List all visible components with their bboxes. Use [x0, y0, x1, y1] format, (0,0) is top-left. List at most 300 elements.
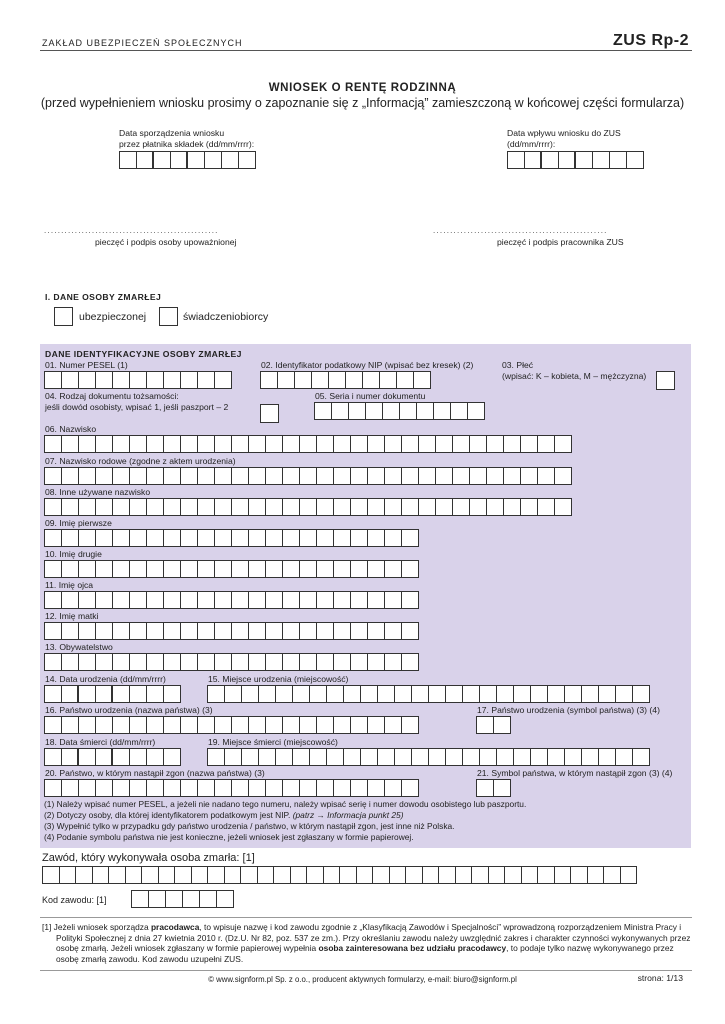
char-cell[interactable]: [95, 779, 113, 797]
char-cell[interactable]: [44, 748, 62, 766]
char-cell[interactable]: [333, 435, 351, 453]
char-cell[interactable]: [554, 498, 572, 516]
char-cell[interactable]: [197, 467, 215, 485]
char-cell[interactable]: [367, 779, 385, 797]
char-cell[interactable]: [350, 716, 368, 734]
birth-surname-field[interactable]: [44, 467, 571, 485]
char-cell[interactable]: [214, 716, 232, 734]
char-cell[interactable]: [306, 866, 324, 884]
char-cell[interactable]: [180, 529, 198, 547]
char-cell[interactable]: [367, 622, 385, 640]
char-cell[interactable]: [530, 748, 548, 766]
char-cell[interactable]: [224, 748, 242, 766]
char-cell[interactable]: [163, 748, 181, 766]
char-cell[interactable]: [479, 748, 497, 766]
first-name-field[interactable]: [44, 529, 418, 547]
char-cell[interactable]: [221, 151, 239, 169]
char-cell[interactable]: [129, 748, 147, 766]
char-cell[interactable]: [520, 435, 538, 453]
char-cell[interactable]: [207, 866, 225, 884]
birth-country-symbol-field[interactable]: [476, 716, 510, 734]
char-cell[interactable]: [129, 498, 147, 516]
char-cell[interactable]: [445, 748, 463, 766]
char-cell[interactable]: [384, 529, 402, 547]
char-cell[interactable]: [401, 498, 419, 516]
char-cell[interactable]: [343, 685, 361, 703]
char-cell[interactable]: [61, 435, 79, 453]
char-cell[interactable]: [265, 560, 283, 578]
char-cell[interactable]: [231, 467, 249, 485]
death-place-field[interactable]: [207, 748, 649, 766]
char-cell[interactable]: [129, 685, 147, 703]
char-cell[interactable]: [609, 151, 627, 169]
char-cell[interactable]: [141, 866, 159, 884]
char-cell[interactable]: [207, 748, 225, 766]
char-cell[interactable]: [299, 529, 317, 547]
char-cell[interactable]: [282, 435, 300, 453]
char-cell[interactable]: [248, 529, 266, 547]
char-cell[interactable]: [231, 779, 249, 797]
char-cell[interactable]: [265, 653, 283, 671]
char-cell[interactable]: [379, 371, 397, 389]
char-cell[interactable]: [146, 591, 164, 609]
char-cell[interactable]: [333, 498, 351, 516]
char-cell[interactable]: [158, 866, 176, 884]
char-cell[interactable]: [153, 151, 171, 169]
char-cell[interactable]: [216, 890, 234, 908]
char-cell[interactable]: [146, 622, 164, 640]
char-cell[interactable]: [248, 591, 266, 609]
char-cell[interactable]: [95, 371, 113, 389]
char-cell[interactable]: [384, 435, 402, 453]
char-cell[interactable]: [182, 890, 200, 908]
char-cell[interactable]: [452, 435, 470, 453]
char-cell[interactable]: [163, 685, 181, 703]
char-cell[interactable]: [129, 591, 147, 609]
char-cell[interactable]: [399, 402, 417, 420]
char-cell[interactable]: [360, 748, 378, 766]
char-cell[interactable]: [163, 498, 181, 516]
char-cell[interactable]: [314, 402, 332, 420]
char-cell[interactable]: [248, 467, 266, 485]
char-cell[interactable]: [530, 685, 548, 703]
char-cell[interactable]: [282, 467, 300, 485]
char-cell[interactable]: [163, 716, 181, 734]
char-cell[interactable]: [333, 622, 351, 640]
char-cell[interactable]: [170, 151, 188, 169]
char-cell[interactable]: [112, 498, 130, 516]
char-cell[interactable]: [61, 716, 79, 734]
char-cell[interactable]: [367, 716, 385, 734]
char-cell[interactable]: [581, 748, 599, 766]
father-name-field[interactable]: [44, 591, 418, 609]
char-cell[interactable]: [61, 653, 79, 671]
char-cell[interactable]: [311, 371, 329, 389]
char-cell[interactable]: [231, 716, 249, 734]
char-cell[interactable]: [44, 685, 62, 703]
occupation-field[interactable]: [42, 866, 636, 884]
char-cell[interactable]: [365, 402, 383, 420]
char-cell[interactable]: [513, 748, 531, 766]
char-cell[interactable]: [486, 435, 504, 453]
char-cell[interactable]: [129, 435, 147, 453]
char-cell[interactable]: [197, 591, 215, 609]
char-cell[interactable]: [163, 529, 181, 547]
char-cell[interactable]: [554, 866, 572, 884]
char-cell[interactable]: [199, 890, 217, 908]
char-cell[interactable]: [452, 498, 470, 516]
char-cell[interactable]: [469, 435, 487, 453]
char-cell[interactable]: [78, 591, 96, 609]
char-cell[interactable]: [309, 748, 327, 766]
char-cell[interactable]: [493, 779, 511, 797]
char-cell[interactable]: [333, 591, 351, 609]
char-cell[interactable]: [345, 371, 363, 389]
char-cell[interactable]: [231, 622, 249, 640]
char-cell[interactable]: [309, 685, 327, 703]
char-cell[interactable]: [496, 748, 514, 766]
char-cell[interactable]: [592, 151, 610, 169]
char-cell[interactable]: [240, 866, 258, 884]
char-cell[interactable]: [462, 748, 480, 766]
char-cell[interactable]: [231, 591, 249, 609]
char-cell[interactable]: [316, 435, 334, 453]
char-cell[interactable]: [78, 435, 96, 453]
surname-field[interactable]: [44, 435, 571, 453]
char-cell[interactable]: [493, 716, 511, 734]
char-cell[interactable]: [146, 779, 164, 797]
char-cell[interactable]: [396, 371, 414, 389]
char-cell[interactable]: [299, 560, 317, 578]
char-cell[interactable]: [422, 866, 440, 884]
char-cell[interactable]: [331, 402, 349, 420]
char-cell[interactable]: [78, 560, 96, 578]
char-cell[interactable]: [95, 467, 113, 485]
char-cell[interactable]: [146, 685, 164, 703]
char-cell[interactable]: [78, 467, 96, 485]
char-cell[interactable]: [95, 653, 113, 671]
char-cell[interactable]: [180, 371, 198, 389]
char-cell[interactable]: [197, 560, 215, 578]
char-cell[interactable]: [214, 779, 232, 797]
sex-field[interactable]: [656, 371, 675, 390]
char-cell[interactable]: [350, 560, 368, 578]
char-cell[interactable]: [224, 866, 242, 884]
char-cell[interactable]: [496, 685, 514, 703]
char-cell[interactable]: [603, 866, 621, 884]
char-cell[interactable]: [377, 685, 395, 703]
char-cell[interactable]: [316, 498, 334, 516]
char-cell[interactable]: [214, 653, 232, 671]
char-cell[interactable]: [367, 467, 385, 485]
char-cell[interactable]: [95, 622, 113, 640]
char-cell[interactable]: [163, 435, 181, 453]
char-cell[interactable]: [61, 779, 79, 797]
char-cell[interactable]: [129, 467, 147, 485]
char-cell[interactable]: [401, 467, 419, 485]
char-cell[interactable]: [241, 685, 259, 703]
prep-date-field[interactable]: [119, 151, 255, 169]
char-cell[interactable]: [520, 467, 538, 485]
char-cell[interactable]: [163, 467, 181, 485]
char-cell[interactable]: [180, 716, 198, 734]
char-cell[interactable]: [452, 467, 470, 485]
char-cell[interactable]: [265, 467, 283, 485]
char-cell[interactable]: [112, 779, 130, 797]
char-cell[interactable]: [558, 151, 576, 169]
char-cell[interactable]: [587, 866, 605, 884]
char-cell[interactable]: [129, 371, 147, 389]
char-cell[interactable]: [520, 498, 538, 516]
char-cell[interactable]: [108, 866, 126, 884]
char-cell[interactable]: [241, 748, 259, 766]
char-cell[interactable]: [328, 371, 346, 389]
char-cell[interactable]: [265, 529, 283, 547]
char-cell[interactable]: [146, 371, 164, 389]
char-cell[interactable]: [146, 498, 164, 516]
char-cell[interactable]: [163, 622, 181, 640]
char-cell[interactable]: [112, 529, 130, 547]
char-cell[interactable]: [44, 529, 62, 547]
char-cell[interactable]: [299, 716, 317, 734]
char-cell[interactable]: [537, 866, 555, 884]
char-cell[interactable]: [146, 529, 164, 547]
char-cell[interactable]: [61, 622, 79, 640]
char-cell[interactable]: [401, 622, 419, 640]
id-doc-type-field[interactable]: [260, 404, 279, 423]
char-cell[interactable]: [214, 498, 232, 516]
char-cell[interactable]: [367, 529, 385, 547]
char-cell[interactable]: [78, 779, 96, 797]
char-cell[interactable]: [44, 498, 62, 516]
char-cell[interactable]: [350, 435, 368, 453]
char-cell[interactable]: [488, 866, 506, 884]
char-cell[interactable]: [384, 779, 402, 797]
char-cell[interactable]: [136, 151, 154, 169]
char-cell[interactable]: [333, 529, 351, 547]
char-cell[interactable]: [248, 435, 266, 453]
char-cell[interactable]: [92, 866, 110, 884]
char-cell[interactable]: [260, 371, 278, 389]
char-cell[interactable]: [575, 151, 593, 169]
char-cell[interactable]: [78, 498, 96, 516]
checkbox-beneficiary[interactable]: [159, 307, 178, 326]
char-cell[interactable]: [44, 779, 62, 797]
char-cell[interactable]: [78, 622, 96, 640]
char-cell[interactable]: [248, 560, 266, 578]
char-cell[interactable]: [238, 151, 256, 169]
char-cell[interactable]: [282, 560, 300, 578]
char-cell[interactable]: [78, 529, 96, 547]
char-cell[interactable]: [428, 685, 446, 703]
char-cell[interactable]: [384, 560, 402, 578]
char-cell[interactable]: [564, 748, 582, 766]
char-cell[interactable]: [163, 653, 181, 671]
char-cell[interactable]: [401, 435, 419, 453]
char-cell[interactable]: [299, 498, 317, 516]
char-cell[interactable]: [362, 371, 380, 389]
char-cell[interactable]: [112, 716, 130, 734]
char-cell[interactable]: [316, 467, 334, 485]
char-cell[interactable]: [339, 866, 357, 884]
char-cell[interactable]: [290, 866, 308, 884]
char-cell[interactable]: [275, 685, 293, 703]
char-cell[interactable]: [112, 467, 130, 485]
char-cell[interactable]: [384, 591, 402, 609]
char-cell[interactable]: [265, 779, 283, 797]
char-cell[interactable]: [78, 685, 96, 703]
char-cell[interactable]: [445, 685, 463, 703]
char-cell[interactable]: [95, 435, 113, 453]
char-cell[interactable]: [471, 866, 489, 884]
char-cell[interactable]: [350, 653, 368, 671]
char-cell[interactable]: [61, 529, 79, 547]
char-cell[interactable]: [131, 890, 149, 908]
char-cell[interactable]: [333, 560, 351, 578]
char-cell[interactable]: [44, 716, 62, 734]
char-cell[interactable]: [180, 467, 198, 485]
char-cell[interactable]: [316, 622, 334, 640]
char-cell[interactable]: [214, 591, 232, 609]
char-cell[interactable]: [384, 716, 402, 734]
char-cell[interactable]: [326, 748, 344, 766]
char-cell[interactable]: [292, 748, 310, 766]
char-cell[interactable]: [191, 866, 209, 884]
char-cell[interactable]: [248, 653, 266, 671]
char-cell[interactable]: [598, 685, 616, 703]
char-cell[interactable]: [44, 435, 62, 453]
char-cell[interactable]: [129, 560, 147, 578]
char-cell[interactable]: [282, 779, 300, 797]
char-cell[interactable]: [214, 622, 232, 640]
char-cell[interactable]: [61, 467, 79, 485]
char-cell[interactable]: [316, 529, 334, 547]
char-cell[interactable]: [299, 779, 317, 797]
char-cell[interactable]: [433, 402, 451, 420]
char-cell[interactable]: [78, 716, 96, 734]
char-cell[interactable]: [42, 866, 60, 884]
char-cell[interactable]: [450, 402, 468, 420]
char-cell[interactable]: [163, 779, 181, 797]
char-cell[interactable]: [282, 498, 300, 516]
char-cell[interactable]: [204, 151, 222, 169]
char-cell[interactable]: [78, 653, 96, 671]
char-cell[interactable]: [95, 748, 113, 766]
char-cell[interactable]: [197, 435, 215, 453]
char-cell[interactable]: [486, 498, 504, 516]
death-date-field[interactable]: [44, 748, 180, 766]
char-cell[interactable]: [197, 779, 215, 797]
char-cell[interactable]: [197, 622, 215, 640]
char-cell[interactable]: [367, 653, 385, 671]
char-cell[interactable]: [626, 151, 644, 169]
char-cell[interactable]: [299, 591, 317, 609]
char-cell[interactable]: [411, 685, 429, 703]
char-cell[interactable]: [61, 591, 79, 609]
char-cell[interactable]: [95, 685, 113, 703]
char-cell[interactable]: [316, 779, 334, 797]
char-cell[interactable]: [469, 498, 487, 516]
char-cell[interactable]: [146, 467, 164, 485]
char-cell[interactable]: [197, 653, 215, 671]
char-cell[interactable]: [292, 685, 310, 703]
char-cell[interactable]: [129, 653, 147, 671]
char-cell[interactable]: [462, 685, 480, 703]
char-cell[interactable]: [75, 866, 93, 884]
char-cell[interactable]: [333, 779, 351, 797]
char-cell[interactable]: [119, 151, 137, 169]
char-cell[interactable]: [416, 402, 434, 420]
char-cell[interactable]: [418, 467, 436, 485]
char-cell[interactable]: [95, 529, 113, 547]
char-cell[interactable]: [350, 529, 368, 547]
birth-place-field[interactable]: [207, 685, 649, 703]
char-cell[interactable]: [129, 716, 147, 734]
char-cell[interactable]: [367, 435, 385, 453]
char-cell[interactable]: [401, 779, 419, 797]
char-cell[interactable]: [78, 748, 96, 766]
char-cell[interactable]: [61, 748, 79, 766]
char-cell[interactable]: [44, 467, 62, 485]
char-cell[interactable]: [428, 748, 446, 766]
char-cell[interactable]: [467, 402, 485, 420]
char-cell[interactable]: [469, 467, 487, 485]
char-cell[interactable]: [401, 653, 419, 671]
char-cell[interactable]: [323, 866, 341, 884]
char-cell[interactable]: [418, 498, 436, 516]
char-cell[interactable]: [524, 151, 542, 169]
char-cell[interactable]: [112, 371, 130, 389]
char-cell[interactable]: [401, 529, 419, 547]
char-cell[interactable]: [384, 653, 402, 671]
char-cell[interactable]: [350, 498, 368, 516]
char-cell[interactable]: [350, 779, 368, 797]
char-cell[interactable]: [180, 779, 198, 797]
char-cell[interactable]: [401, 591, 419, 609]
other-surname-field[interactable]: [44, 498, 571, 516]
char-cell[interactable]: [248, 622, 266, 640]
char-cell[interactable]: [333, 716, 351, 734]
char-cell[interactable]: [59, 866, 77, 884]
char-cell[interactable]: [129, 779, 147, 797]
char-cell[interactable]: [294, 371, 312, 389]
char-cell[interactable]: [163, 591, 181, 609]
char-cell[interactable]: [44, 622, 62, 640]
char-cell[interactable]: [112, 591, 130, 609]
death-country-field[interactable]: [44, 779, 418, 797]
char-cell[interactable]: [180, 435, 198, 453]
char-cell[interactable]: [112, 685, 130, 703]
char-cell[interactable]: [326, 685, 344, 703]
char-cell[interactable]: [214, 371, 232, 389]
char-cell[interactable]: [356, 866, 374, 884]
char-cell[interactable]: [350, 467, 368, 485]
char-cell[interactable]: [632, 748, 650, 766]
char-cell[interactable]: [282, 653, 300, 671]
char-cell[interactable]: [146, 435, 164, 453]
char-cell[interactable]: [214, 560, 232, 578]
char-cell[interactable]: [316, 716, 334, 734]
second-name-field[interactable]: [44, 560, 418, 578]
mother-name-field[interactable]: [44, 622, 418, 640]
char-cell[interactable]: [377, 748, 395, 766]
char-cell[interactable]: [165, 890, 183, 908]
char-cell[interactable]: [413, 371, 431, 389]
char-cell[interactable]: [277, 371, 295, 389]
char-cell[interactable]: [180, 498, 198, 516]
char-cell[interactable]: [61, 560, 79, 578]
char-cell[interactable]: [367, 591, 385, 609]
